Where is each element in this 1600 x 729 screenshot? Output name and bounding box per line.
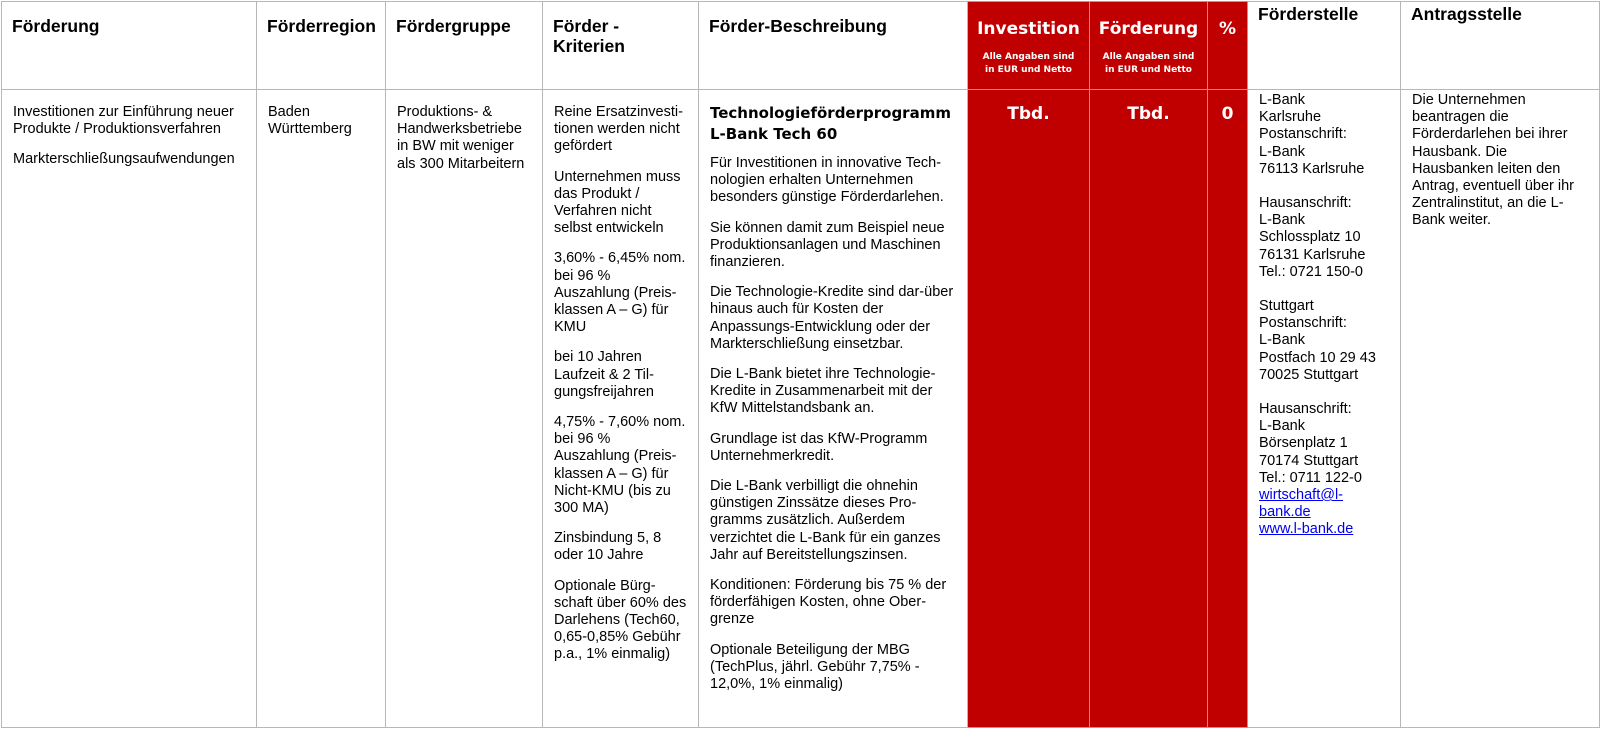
email-link[interactable]: wirtschaft@l-bank.de [1259,487,1344,521]
beschreibung-text: Optionale Beteiligung der MBG (TechPlus, jährl. Gebühr 7,75% - 12,0%, 1% einmalig) [710,641,920,693]
cell-antragsstelle [1401,90,1600,728]
antragsstelle-text: Die Unternehmen beantragen die Förderdarlehen bei ihrer Hausbank. Die Hausbanken leiten den Antrag, eventuell über ihr Zentralinstitut, an die L-Bank weiter. [1412,92,1575,229]
address-line: Postanschrift: [1259,126,1347,143]
funding-table [1,1,1600,728]
beschreibung-text: Für Investitionen in innovative Tech-nologien erhalten Unternehmen besonders günstige Förderdarlehen. [710,155,944,206]
beschreibung-text: Die Technologie-Kredite sind dar-über hinaus auch für Kosten der Anpassungs-Entwicklung oder der Markterschließung einsetzbar. [710,284,954,352]
foerderung-text: Markterschließungsaufwendungen [13,151,235,168]
table-row [2,90,1600,728]
header-percent [1208,2,1248,90]
header-investition [968,2,1090,90]
header-beschreibung [699,2,968,90]
cell-beschreibung [699,90,968,728]
header-foerderung-amount-label: Förderung [1098,19,1199,39]
address-line: L-Bank [1259,212,1305,229]
kriterium-text: Zinsbindung 5, 8 oder 10 Jahre [554,530,662,564]
address-line: Hausanschrift: [1259,401,1352,418]
beschreibung-text: Die L-Bank bietet ihre Technologie-Kredite in Zusammenarbeit mit der KfW Mittelstandsbank an. [710,366,936,417]
header-foerderung-amount-note: Alle Angaben sind in EUR und Netto [1102,52,1195,75]
address-line: Schlossplatz 10 [1259,229,1361,246]
address-line: Postfach 10 29 43 [1259,349,1376,366]
investition-value: Tbd. [1007,104,1050,124]
beschreibung-text: Die L-Bank verbilligt die ohnehin günstigen Zinssätze dieses Pro-gramms zusätzlich. Außerdem verzichtet die L-Bank für ein ganzes Jahr auf Bereitstellungszinsen. [710,478,941,563]
address-line: Hausanschrift: [1259,195,1352,212]
header-antragsstelle [1401,2,1600,90]
header-foerderregion-label: Förderregion [267,16,376,36]
kriterium-text: 4,75% - 7,60% nom. bei 96 % Auszahlung (Preis-klassen A – G) für Nicht-KMU (bis zu 300 MA) [554,414,686,517]
foerderung-text: Investitionen zur Einführung neuer Produkte / Produktionsverfahren [13,104,234,138]
cell-kriterien [543,90,699,728]
address-line: Börsenplatz 1 [1259,435,1348,452]
address-line: L-Bank [1259,143,1305,160]
cell-investition [968,90,1090,728]
address-line: 70025 Stuttgart [1259,366,1359,383]
address-line: Karlsruhe [1259,109,1322,126]
header-antragsstelle-label: Antragsstelle [1411,4,1522,24]
header-beschreibung-label: Förder-Beschreibung [709,16,887,36]
foerderregion-text: Baden Württemberg [268,104,352,138]
header-percent-label: % [1218,19,1237,39]
address-line: Tel.: 0711 122-0 [1259,469,1362,486]
header-foerderstelle-label: Förderstelle [1258,4,1359,24]
percent-value: 0 [1221,104,1234,124]
program-title: Technologieförderprogramm L-Bank Tech 60 [710,104,951,143]
address-line: L-Bank [1259,332,1305,349]
address-line: 70174 Stuttgart [1259,452,1359,469]
kriterium-text: Reine Ersatzinvesti-tionen werden nicht gefördert [554,104,683,155]
website-link[interactable]: www.l-bank.de [1259,521,1354,538]
cell-foerderstelle [1248,90,1401,728]
cell-percent [1208,90,1248,728]
foerderung-amount-value: Tbd. [1127,104,1170,124]
address-line: 76113 Karlsruhe [1259,160,1365,177]
header-investition-note: Alle Angaben sind in EUR und Netto [982,52,1075,75]
beschreibung-text: Grundlage ist das KfW-Programm Unternehmerkredit. [710,430,928,464]
cell-foerderregion [257,90,386,728]
address-line: L-Bank [1259,92,1305,108]
kriterium-text: bei 10 Jahren Laufzeit & 2 Til-gungsfreijahren [554,349,654,400]
beschreibung-text: Sie können damit zum Beispiel neue Produktionsanlagen und Maschinen finanzieren. [710,219,945,271]
kriterium-text: Unternehmen muss das Produkt / Verfahren nicht selbst entwickeln [554,168,681,237]
header-foerderung [2,2,257,90]
address-line: Tel.: 0721 150-0 [1259,263,1363,280]
beschreibung-text: Konditionen: Förderung bis 75 % der förderfähigen Kosten, ohne Ober-grenze [710,577,947,628]
header-kriterien-label: Förder - Kriterien [553,16,625,56]
kriterium-text: 3,60% - 6,45% nom. bei 96 % Auszahlung (Preis-klassen A – G) für KMU [554,250,686,336]
header-investition-label: Investition [977,19,1080,39]
header-foerderstelle [1248,2,1401,90]
kriterium-text: Optionale Bürg-schaft über 60% des Darlehens (Tech60, 0,65-0,85% Gebühr p.a., 1% einmalig) [554,577,687,663]
header-foerdergruppe [386,2,543,90]
address-line: Stuttgart [1259,298,1314,315]
address-line: L-Bank [1259,418,1305,435]
cell-foerdergruppe [386,90,543,728]
header-foerderregion [257,2,386,90]
foerdergruppe-text: Produktions- & Handwerksbetriebe in BW mit weniger als 300 Mitarbeitern [397,104,525,172]
header-foerdergruppe-label: Fördergruppe [396,16,511,36]
header-foerderung-amount [1090,2,1208,90]
foerderstelle-address [1259,92,1389,539]
header-kriterien [543,2,699,90]
header-foerderung-label: Förderung [12,16,100,36]
header-row [2,2,1600,90]
address-line: Postanschrift: [1259,315,1347,332]
cell-foerderung-amount [1090,90,1208,728]
cell-foerderung [2,90,257,728]
address-line: 76131 Karlsruhe [1259,246,1366,263]
